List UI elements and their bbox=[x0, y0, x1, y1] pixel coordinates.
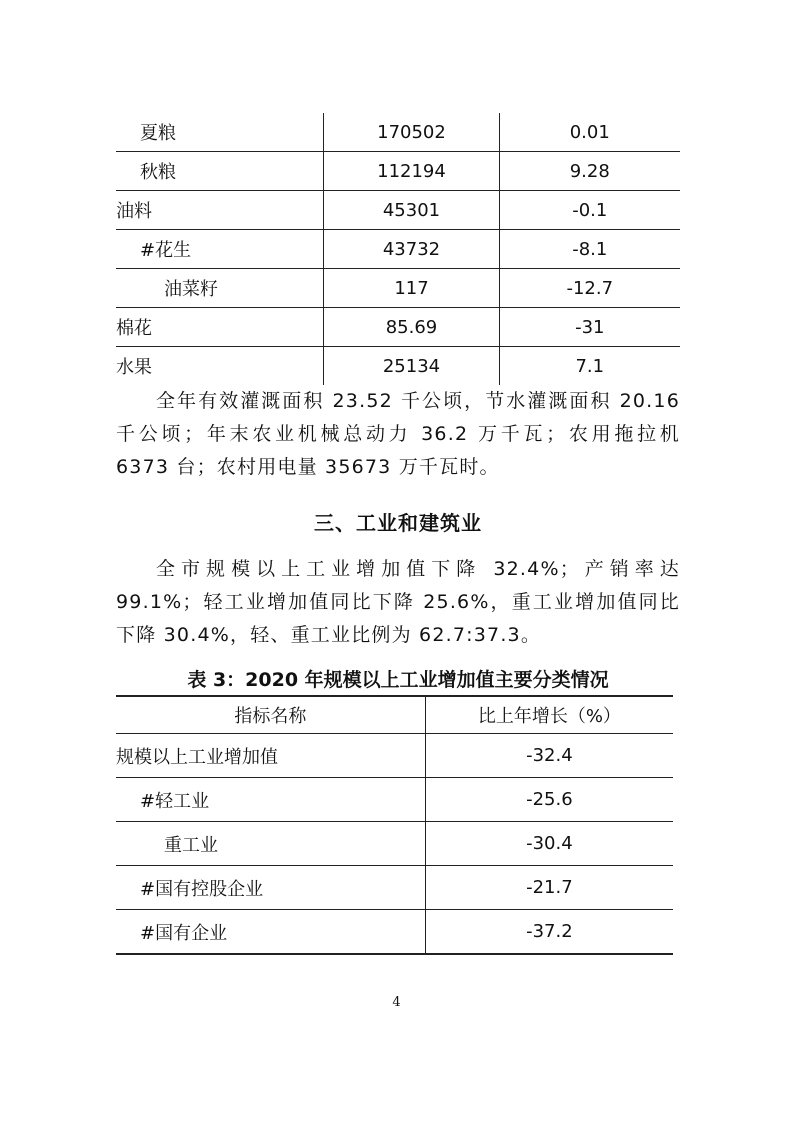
table-row bbox=[116, 910, 673, 955]
row-change: 0.01 bbox=[499, 113, 680, 152]
row-change: 7.1 bbox=[499, 347, 680, 386]
table-row bbox=[116, 866, 673, 910]
table-row bbox=[116, 191, 680, 230]
row-name: #国有企业 bbox=[116, 910, 425, 955]
row-name: 油菜籽 bbox=[116, 269, 324, 308]
row-value: 117 bbox=[324, 269, 499, 308]
column-header-change: 比上年增长（%） bbox=[425, 696, 673, 734]
row-change: -25.6 bbox=[425, 778, 673, 822]
table-row bbox=[116, 822, 673, 866]
row-change: 9.28 bbox=[499, 152, 680, 191]
table-header-row bbox=[116, 696, 673, 734]
row-name: 棉花 bbox=[116, 308, 324, 347]
row-name: 秋粮 bbox=[116, 152, 324, 191]
industry-paragraph: 全市规模以上工业增加值下降 32.4%；产销率达 99.1%；轻工业增加值同比下降 25.6%，重工业增加值同比下降 30.4%，轻、重工业比例为 62.7:37.3。 bbox=[116, 558, 680, 646]
irrigation-paragraph: 全年有效灌溉面积 23.52 千公顷，节水灌溉面积 20.16 千公顷；年末农业机械总动力 36.2 万千瓦；农用拖拉机 6373 台；农村用电量 35673 万千瓦时。 bbox=[116, 390, 680, 478]
table-row bbox=[116, 308, 680, 347]
table-row bbox=[116, 347, 680, 386]
row-name: #轻工业 bbox=[116, 778, 425, 822]
row-change: -37.2 bbox=[425, 910, 673, 955]
column-header-name: 指标名称 bbox=[116, 696, 425, 734]
table-row bbox=[116, 152, 680, 191]
row-name: 规模以上工业增加值 bbox=[116, 734, 425, 778]
page-number: 4 bbox=[392, 995, 401, 1010]
industry-value-added-table bbox=[116, 695, 673, 955]
row-change: -21.7 bbox=[425, 866, 673, 910]
row-change: -0.1 bbox=[499, 191, 680, 230]
table-row bbox=[116, 230, 680, 269]
row-name: 夏粮 bbox=[116, 113, 324, 152]
table-title: 表 3：2020 年规模以上工业增加值主要分类情况 bbox=[187, 669, 609, 691]
row-change: -32.4 bbox=[425, 734, 673, 778]
row-name: 油料 bbox=[116, 191, 324, 230]
row-change: -8.1 bbox=[499, 230, 680, 269]
table-row bbox=[116, 734, 673, 778]
table-row bbox=[116, 269, 680, 308]
row-name: 水果 bbox=[116, 357, 152, 378]
row-value: 45301 bbox=[324, 191, 499, 230]
row-change: -31 bbox=[499, 308, 680, 347]
crop-production-table bbox=[116, 113, 680, 385]
row-change: -30.4 bbox=[425, 822, 673, 866]
section-heading: 三、工业和建筑业 bbox=[314, 511, 482, 535]
row-value: 170502 bbox=[324, 113, 499, 152]
row-value: 112194 bbox=[324, 152, 499, 191]
row-name: 重工业 bbox=[116, 822, 425, 866]
row-name: #国有控股企业 bbox=[116, 866, 425, 910]
row-name: #花生 bbox=[116, 230, 324, 269]
row-value: 85.69 bbox=[324, 308, 499, 347]
row-change: -12.7 bbox=[499, 269, 680, 308]
table-row bbox=[116, 113, 680, 152]
row-value: 43732 bbox=[324, 230, 499, 269]
table-row bbox=[116, 778, 673, 822]
row-value: 25134 bbox=[324, 347, 499, 386]
